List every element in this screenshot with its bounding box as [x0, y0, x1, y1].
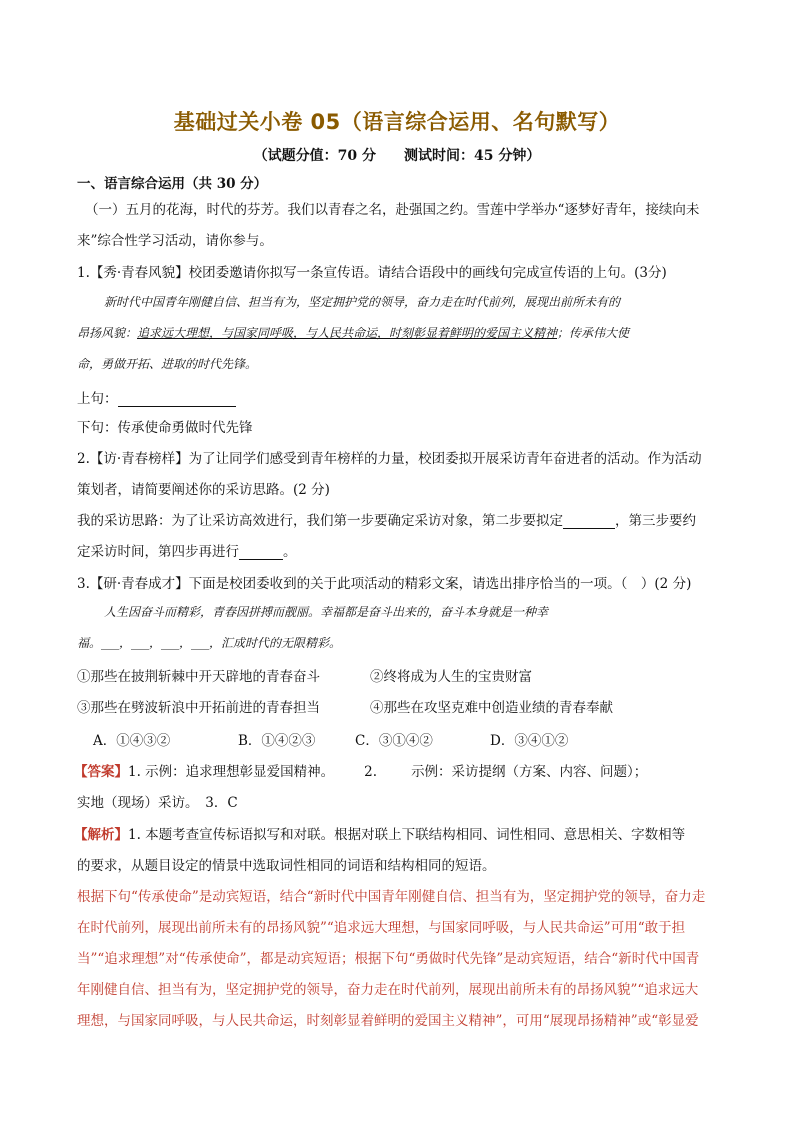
q2-answer-line-1	[77, 509, 737, 529]
q3-item-3: ③那些在劈波斩浪中开拓前进的青春担当	[77, 700, 320, 716]
answer-line-1	[74, 760, 734, 780]
q3-item-2: ②终将成为人生的宝贵财富	[370, 669, 532, 685]
q1-stem: 1.【秀·青春风貌】校团委邀请你拟写一条宣传语。请结合语段中的画线句完成宣传语的上句。(3分)	[77, 265, 667, 281]
q1-passage-line-1: 新时代中国青年刚健自信、担当有为，坚定拥护党的领导，奋力走在时代前列，展现出前所未有的	[104, 295, 621, 309]
score-info: （试题分值：70 分	[253, 148, 376, 164]
q2-stem-line-2: 策划者，请简要阐述你的采访思路。(2 分)	[77, 482, 330, 498]
analysis-line-1	[74, 823, 734, 843]
q2-stem-line-1: 2.【访·青春榜样】为了让同学们感受到青年榜样的力量，校团委拟开展采访青年奋进者的活动。作为活动	[77, 451, 702, 467]
q1-passage-suffix: ；传承伟大使	[557, 326, 630, 340]
q2-blank-step-2[interactable]	[563, 514, 615, 529]
analysis-line-3: 根据下句“传承使命”是动宾短语，结合“新时代中国青年刚健自信、担当有为，坚定拥护党的领导，奋力走	[77, 889, 706, 905]
analysis-line-2: 的要求，从题目设定的情景中选取词性相同的词语和结构相同的短语。	[77, 858, 496, 874]
q3-choice-b[interactable]: B．①④②③	[238, 733, 316, 749]
q2-answer-text-d: 。	[283, 544, 297, 560]
analysis-line-6: 年刚健自信、担当有为，坚定拥护党的领导，奋力走在时代前列，展现出前所未有的昂扬风貌”“追求远大	[77, 982, 699, 998]
q2-answer-text-b: ，第三步要约	[615, 513, 696, 529]
q2-answer-text-a: 我的采访思路：为了让采访高效进行，我们第一步要确定采访对象，第二步要拟定	[77, 513, 563, 529]
q3-choice-c[interactable]: C．③①④②	[355, 733, 433, 749]
q1-underlined-sentence: 追求远大理想，与国家同呼吸，与人民共命运，时刻彰显着鲜明的爱国主义精神	[137, 326, 558, 340]
answer-1: 1. 示例：追求理想彰显爱国精神。	[128, 764, 335, 780]
q3-choice-a[interactable]: A．①④③②	[93, 733, 171, 749]
answer-2-number: 2.	[364, 764, 378, 780]
answer-label: 【答案】	[74, 764, 128, 780]
q1-upper-line	[77, 387, 737, 407]
q3-stem: 3.【研·青春成才】下面是校团委收到的关于此项活动的精彩文案，请选出排序恰当的一项。（ ）(2 分)	[77, 576, 692, 592]
q1-passage-prefix: 昂扬风貌：	[77, 326, 138, 340]
q3-passage-line-2: 福。___，___，___，___，汇成时代的无限精彩。	[77, 636, 342, 650]
q2-answer-line-2	[77, 540, 737, 560]
q1-upper-label: 上句：	[77, 391, 118, 407]
q1-lower-line: 下句：传承使命勇做时代先锋	[77, 420, 253, 436]
analysis-text-1: 1. 本题考查宣传标语拟写和对联。根据对联上下联结构相同、词性相同、意思相关、字数相等	[128, 827, 686, 843]
q3-item-1: ①那些在披荆斩棘中开天辟地的青春奋斗	[77, 669, 320, 685]
intro-line-2: 来”综合性学习活动，请你参与。	[77, 233, 273, 249]
q2-answer-text-c: 定采访时间，第四步再进行	[77, 544, 239, 560]
page-subtitle	[0, 145, 794, 165]
analysis-line-7: 理想，与国家同呼吸，与人民共命运，时刻彰显着鲜明的爱国主义精神”，可用“展现昂扬精神”或“彰显爱	[77, 1013, 699, 1029]
q1-passage-line-3: 命，勇做开拓、进取的时代先锋。	[77, 357, 258, 371]
q1-upper-answer-blank[interactable]	[118, 392, 236, 407]
q3-passage-line-1: 人生因奋斗而精彩，青春因拼搏而靓丽。幸福都是奋斗出来的，奋斗本身就是一种幸	[104, 605, 549, 619]
page-title: 基础过关小卷 05（语言综合运用、名句默写）	[173, 110, 621, 134]
intro-line-1: （一）五月的花海，时代的芬芳。我们以青春之名，赴强国之约。雪莲中学举办“逐梦好青年，接续向未	[85, 202, 700, 218]
analysis-label: 【解析】	[74, 827, 128, 843]
answer-2: 示例：采访提纲（方案、内容、问题）；	[411, 764, 648, 780]
q1-passage-line-2	[77, 324, 737, 341]
answer-line-2: 实地（现场）采访。 3．C	[77, 795, 238, 811]
analysis-line-4: 在时代前列，展现出前所未有的昂扬风貌”“追求远大理想，与国家同呼吸，与人民共命运”可用“敢于担	[77, 920, 686, 936]
time-info: 测试时间：45 分钟）	[404, 148, 541, 164]
q3-item-4: ④那些在攻坚克难中创造业绩的青春奉献	[370, 700, 613, 716]
analysis-line-5: 当”“追求理想”对“传承使命”，都是动宾短语；根据下句“勇做时代先锋”是动宾短语，结合“新时代中国青	[77, 951, 700, 967]
section-heading: 一、语言综合运用（共 30 分）	[77, 176, 268, 192]
q3-choice-d[interactable]: D．③④①②	[490, 733, 569, 749]
q2-blank-step-4[interactable]	[239, 545, 283, 560]
